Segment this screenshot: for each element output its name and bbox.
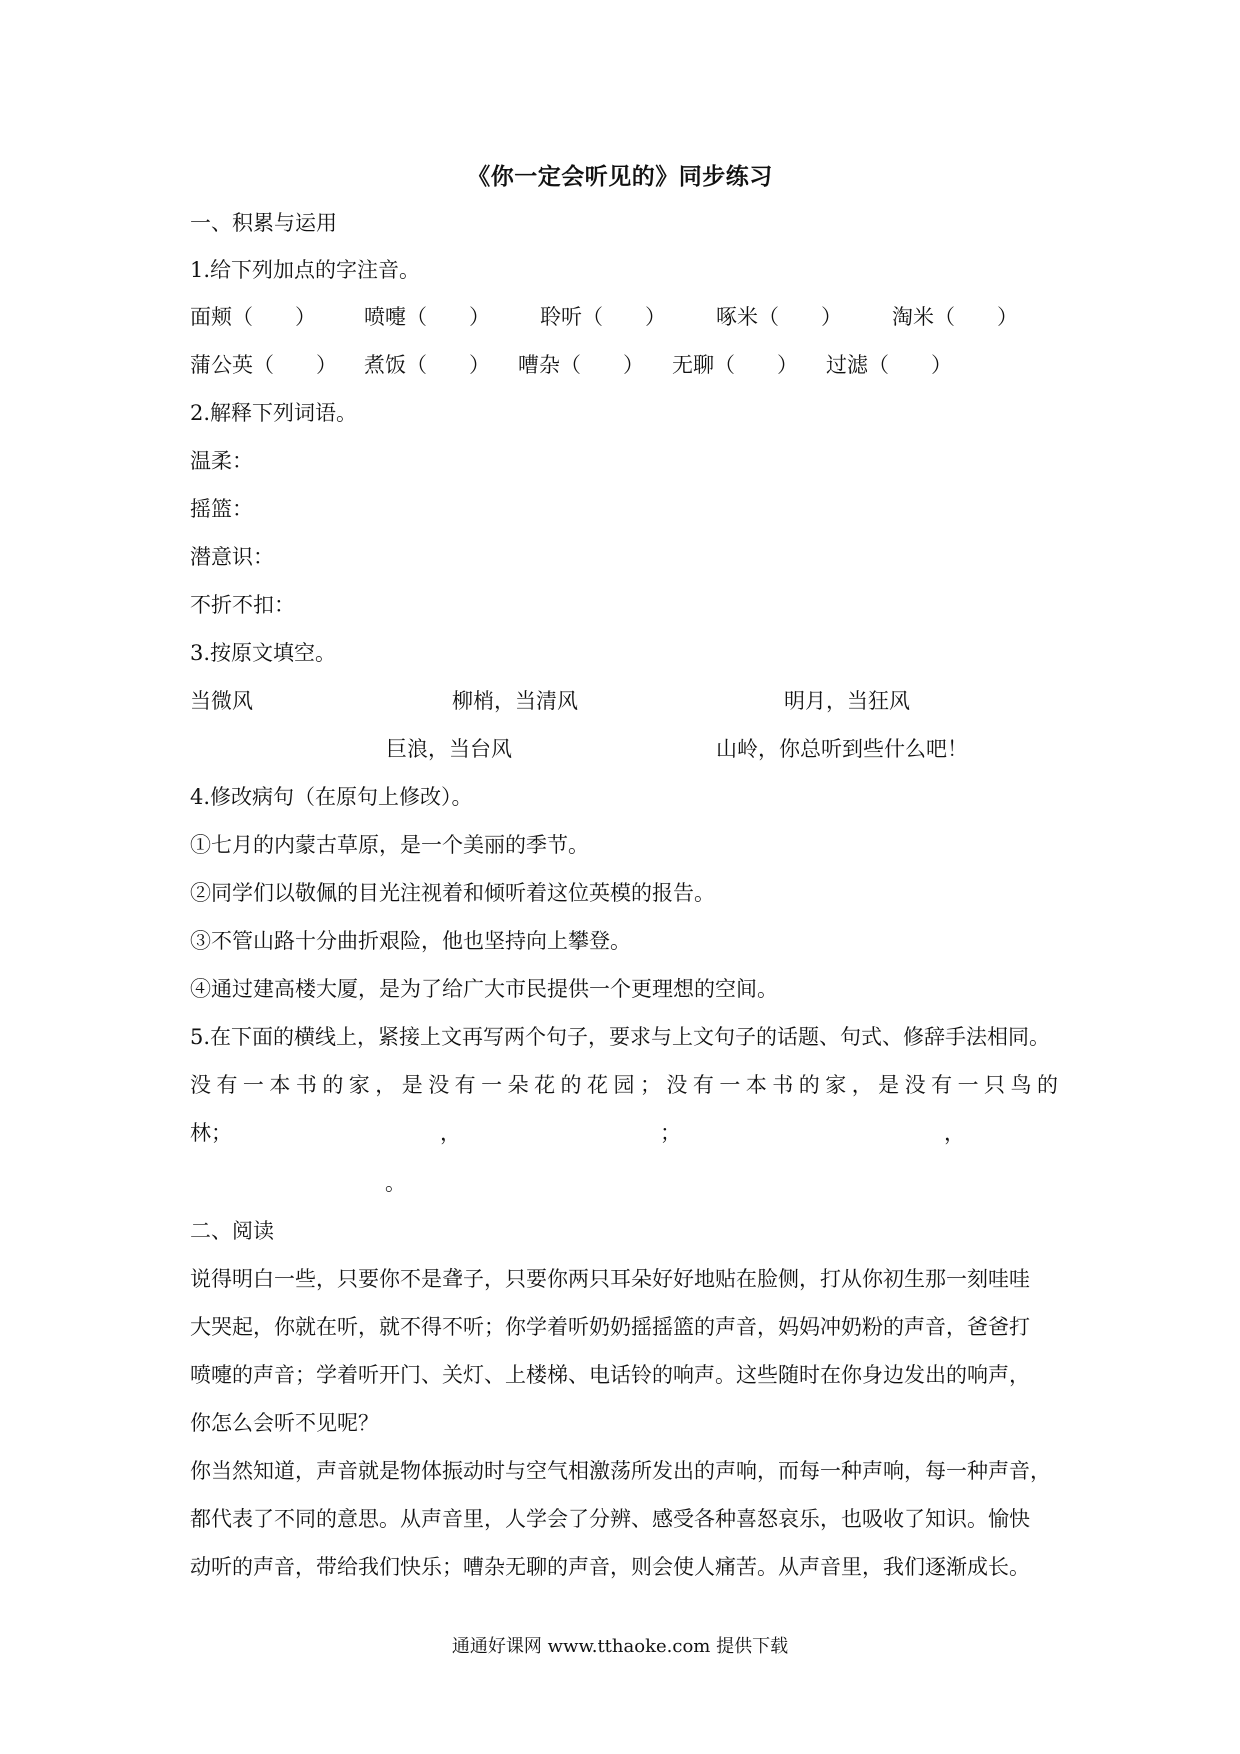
sentence-item: ③不管山路十分曲折艰险，他也坚持向上攀登。 [190,929,631,953]
sentence-item: ②同学们以敬佩的目光注视着和倾听着这位英模的报告。 [190,881,715,905]
pinyin-item: 喷嚏（ ） [364,305,490,329]
question-2-prompt: 2.解释下列词语。 [190,401,358,425]
page-title: 《你一定会听见的》同步练习 [467,164,773,190]
q5-blank-punct: ； [660,1121,681,1145]
pinyin-item: 蒲公英（ ） [190,353,337,377]
question-4-prompt: 4.修改病句（在原句上修改）。 [190,785,473,809]
fill-blank-segment: 当微风 [190,689,253,713]
fill-blank-segment: 巨浪，当台风 [386,737,512,761]
section-heading-1: 一、积累与运用 [190,211,337,235]
q5-text-line: 没有一本书的家，是没有一朵花的花园；没有一本书的家，是没有一只鸟的 [190,1073,1058,1097]
question-5-prompt: 5.在下面的横线上，紧接上文再写两个句子，要求与上文句子的话题、句式、修辞手法相同。 [190,1025,1051,1049]
vocab-item: 不折不扣： [190,593,295,617]
page-footer: 通通好课网 www.tthaoke.com 提供下载 [451,1636,789,1657]
vocab-item: 摇篮： [190,497,253,521]
vocab-item: 潜意识： [190,545,274,569]
pinyin-item: 淘米（ ） [892,305,1018,329]
pinyin-item: 过滤（ ） [826,353,952,377]
question-1-prompt: 1.给下列加点的字注音。 [190,258,421,282]
section-heading-2: 二、阅读 [190,1219,274,1243]
reading-line: 你怎么会听不见呢？ [190,1411,379,1435]
q5-blank-punct: ， [944,1121,965,1145]
sentence-item: ④通过建高楼大厦，是为了给广大市民提供一个更理想的空间。 [190,977,778,1001]
fill-blank-segment: 明月，当狂风 [784,689,910,713]
vocab-item: 温柔： [190,449,253,473]
question-3-prompt: 3.按原文填空。 [190,641,337,665]
pinyin-item: 面颊（ ） [190,305,316,329]
q5-blank-punct: 林； [190,1121,232,1145]
reading-line: 说得明白一些，只要你不是聋子，只要你两只耳朵好好地贴在脸侧，打从你初生那一刻哇哇 [190,1267,1030,1291]
pinyin-item: 聆听（ ） [540,305,666,329]
pinyin-item: 啄米（ ） [716,305,842,329]
pinyin-item: 煮饭（ ） [364,353,490,377]
reading-line: 大哭起，你就在听，就不得不听；你学着听奶奶摇摇篮的声音，妈妈冲奶粉的声音，爸爸打 [190,1315,1030,1339]
q5-blank-punct: ， [440,1121,461,1145]
reading-line: 喷嚏的声音；学着听开门、关灯、上楼梯、电话铃的响声。这些随时在你身边发出的响声， [190,1363,1030,1387]
q5-blank-punct: 。 [385,1171,406,1195]
fill-blank-segment: 柳梢，当清风 [452,689,578,713]
fill-blank-segment: 山岭，你总听到些什么吧！ [716,737,968,761]
pinyin-item: 无聊（ ） [672,353,798,377]
reading-line: 动听的声音，带给我们快乐；嘈杂无聊的声音，则会使人痛苦。从声音里，我们逐渐成长。 [190,1555,1030,1579]
sentence-item: ①七月的内蒙古草原，是一个美丽的季节。 [190,833,589,857]
reading-line: 你当然知道，声音就是物体振动时与空气相激荡所发出的声响，而每一种声响，每一种声音， [190,1459,1051,1483]
pinyin-item: 嘈杂（ ） [518,353,644,377]
reading-line: 都代表了不同的意思。从声音里，人学会了分辨、感受各种喜怒哀乐，也吸收了知识。愉快 [190,1507,1030,1531]
